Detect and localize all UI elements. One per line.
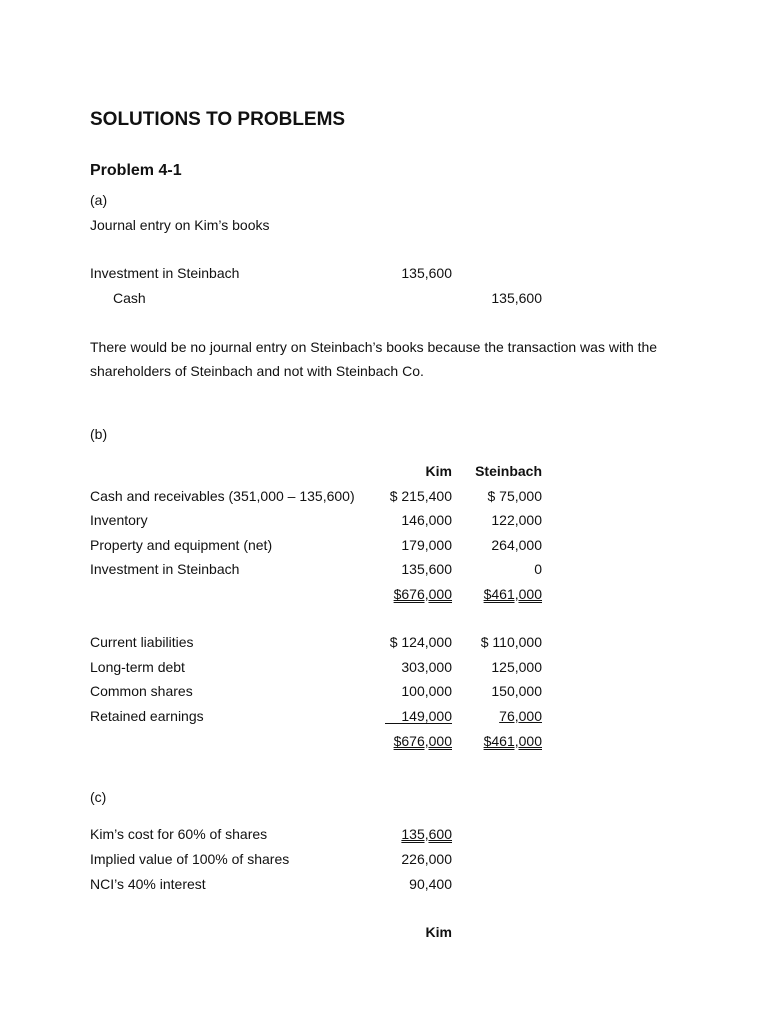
part-a-note-line-1: There would be no journal entry on Steinbach’s books because the transaction was with the <box>90 339 658 355</box>
balance-kim-value: $ 215,400 <box>389 488 452 504</box>
calc-row-value: 226,000 <box>401 851 452 867</box>
balance-row-label: Inventory <box>90 512 148 528</box>
calc-row-value: 90,400 <box>409 876 452 892</box>
calc-row-label: Implied value of 100% of shares <box>90 851 290 867</box>
balance-kim-value: 179,000 <box>401 537 452 553</box>
balance-row-label: Property and equipment (net) <box>90 537 273 553</box>
part-c-label: (c) <box>90 789 107 805</box>
calc-row-label: Kim’s cost for 60% of shares <box>90 826 268 842</box>
balance-row-label: Long-term debt <box>90 659 185 675</box>
balance-kim-value: $ 124,000 <box>389 634 452 650</box>
liabilities-total-kim: $676,000 <box>393 733 452 749</box>
part-a-note-line-2: shareholders of Steinbach and not with Steinbach Co. <box>90 363 424 379</box>
balance-kim-value: 135,600 <box>401 561 452 577</box>
balance-kim-value: 100,000 <box>401 683 452 699</box>
journal-account: Investment in Steinbach <box>90 265 240 281</box>
column-header-steinbach: Steinbach <box>475 463 542 479</box>
part-a-label: (a) <box>90 192 108 208</box>
calc-row-value: 135,600 <box>401 826 452 842</box>
balance-steinbach-value: 76,000 <box>499 708 542 724</box>
liabilities-total-steinbach: $461,000 <box>483 733 542 749</box>
part-a-heading: Journal entry on Kim’s books <box>90 217 270 233</box>
balance-row-label: Cash and receivables (351,000 – 135,600) <box>90 488 355 504</box>
balance-row-label: Common shares <box>90 683 193 699</box>
assets-total-steinbach: $461,000 <box>483 586 542 602</box>
calc-row-label: NCI’s 40% interest <box>90 876 206 892</box>
balance-steinbach-value: 150,000 <box>491 683 542 699</box>
balance-steinbach-value: $ 110,000 <box>480 634 542 650</box>
balance-kim-value: 149,000 <box>401 708 452 724</box>
part-b-label: (b) <box>90 426 108 442</box>
journal-debit: 135,600 <box>401 265 452 281</box>
assets-total-kim: $676,000 <box>393 586 452 602</box>
balance-row-label: Current liabilities <box>90 634 194 650</box>
balance-row-label: Investment in Steinbach <box>90 561 240 577</box>
balance-steinbach-value: 264,000 <box>491 537 542 553</box>
balance-steinbach-value: $ 75,000 <box>487 488 542 504</box>
problem-title: Problem 4-1 <box>90 162 182 179</box>
balance-kim-value: 303,000 <box>401 659 452 675</box>
balance-steinbach-value: 0 <box>534 561 542 577</box>
subtotal-rule <box>385 723 452 724</box>
balance-steinbach-value: 122,000 <box>491 512 542 528</box>
balance-kim-value: 146,000 <box>401 512 452 528</box>
journal-credit: 135,600 <box>491 290 542 306</box>
balance-steinbach-value: 125,000 <box>491 659 542 675</box>
column-header-kim: Kim <box>425 463 452 479</box>
page-title: SOLUTIONS TO PROBLEMS <box>90 109 346 130</box>
balance-row-label: Retained earnings <box>90 708 204 724</box>
part-c-column-header-kim: Kim <box>425 924 452 940</box>
journal-account: Cash <box>113 290 146 306</box>
